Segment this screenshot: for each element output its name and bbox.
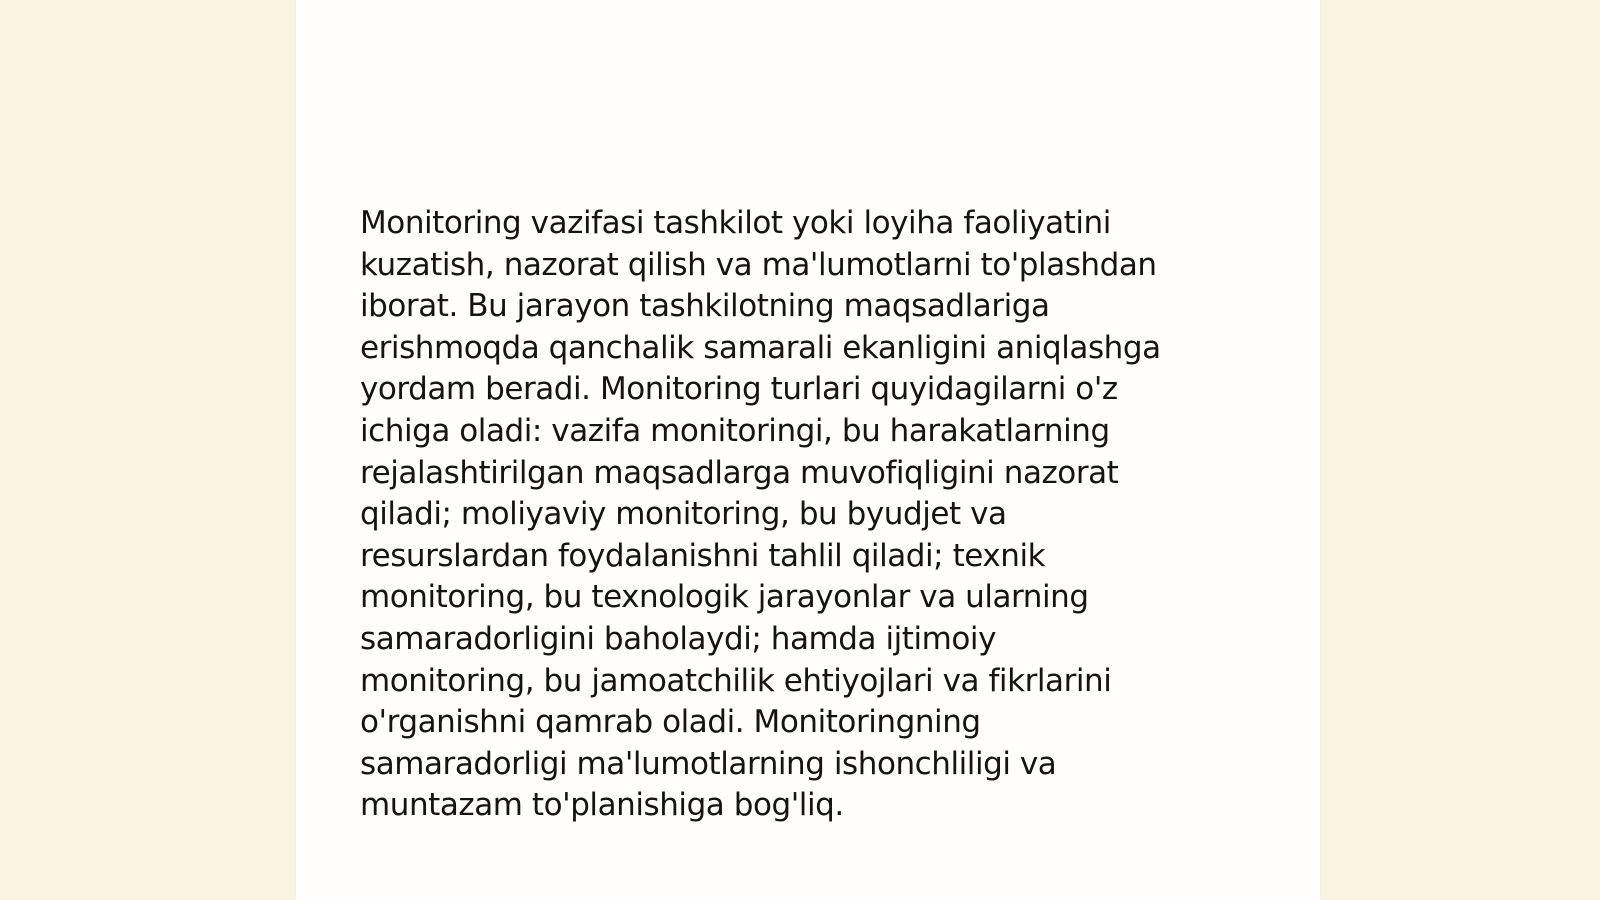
document-page	[296, 0, 1320, 900]
body-paragraph: Monitoring vazifasi tashkilot yoki loyiha faoliyatini kuzatish, nazorat qilish va ma'lumotlarni to'plashdan iborat. Bu jarayon tashkilotning maqsadlariga erishmoqda qanchalik samarali ekanligini aniqlashga yordam beradi. Monitoring turlari quyidagilarni o'z ichiga oladi: vazifa monitoringi, bu harakatlarning rejalashtirilgan maqsadlarga muvofiqligini nazorat qiladi; moliyaviy monitoring, bu byudjet va resurslardan foydalanishni tahlil qiladi; texnik monitoring, bu texnologik jarayonlar va ularning samaradorligini baholaydi; hamda ijtimoiy monitoring, bu jamoatchilik ehtiyojlari va fikrlarini o'rganishni qamrab oladi. Monitoringning samaradorligi ma'lumotlarning ishonchliligi va muntazam to'planishiga bog'liq.	[360, 205, 1161, 824]
right-margin-background	[1320, 0, 1600, 900]
left-margin-background	[0, 0, 296, 900]
